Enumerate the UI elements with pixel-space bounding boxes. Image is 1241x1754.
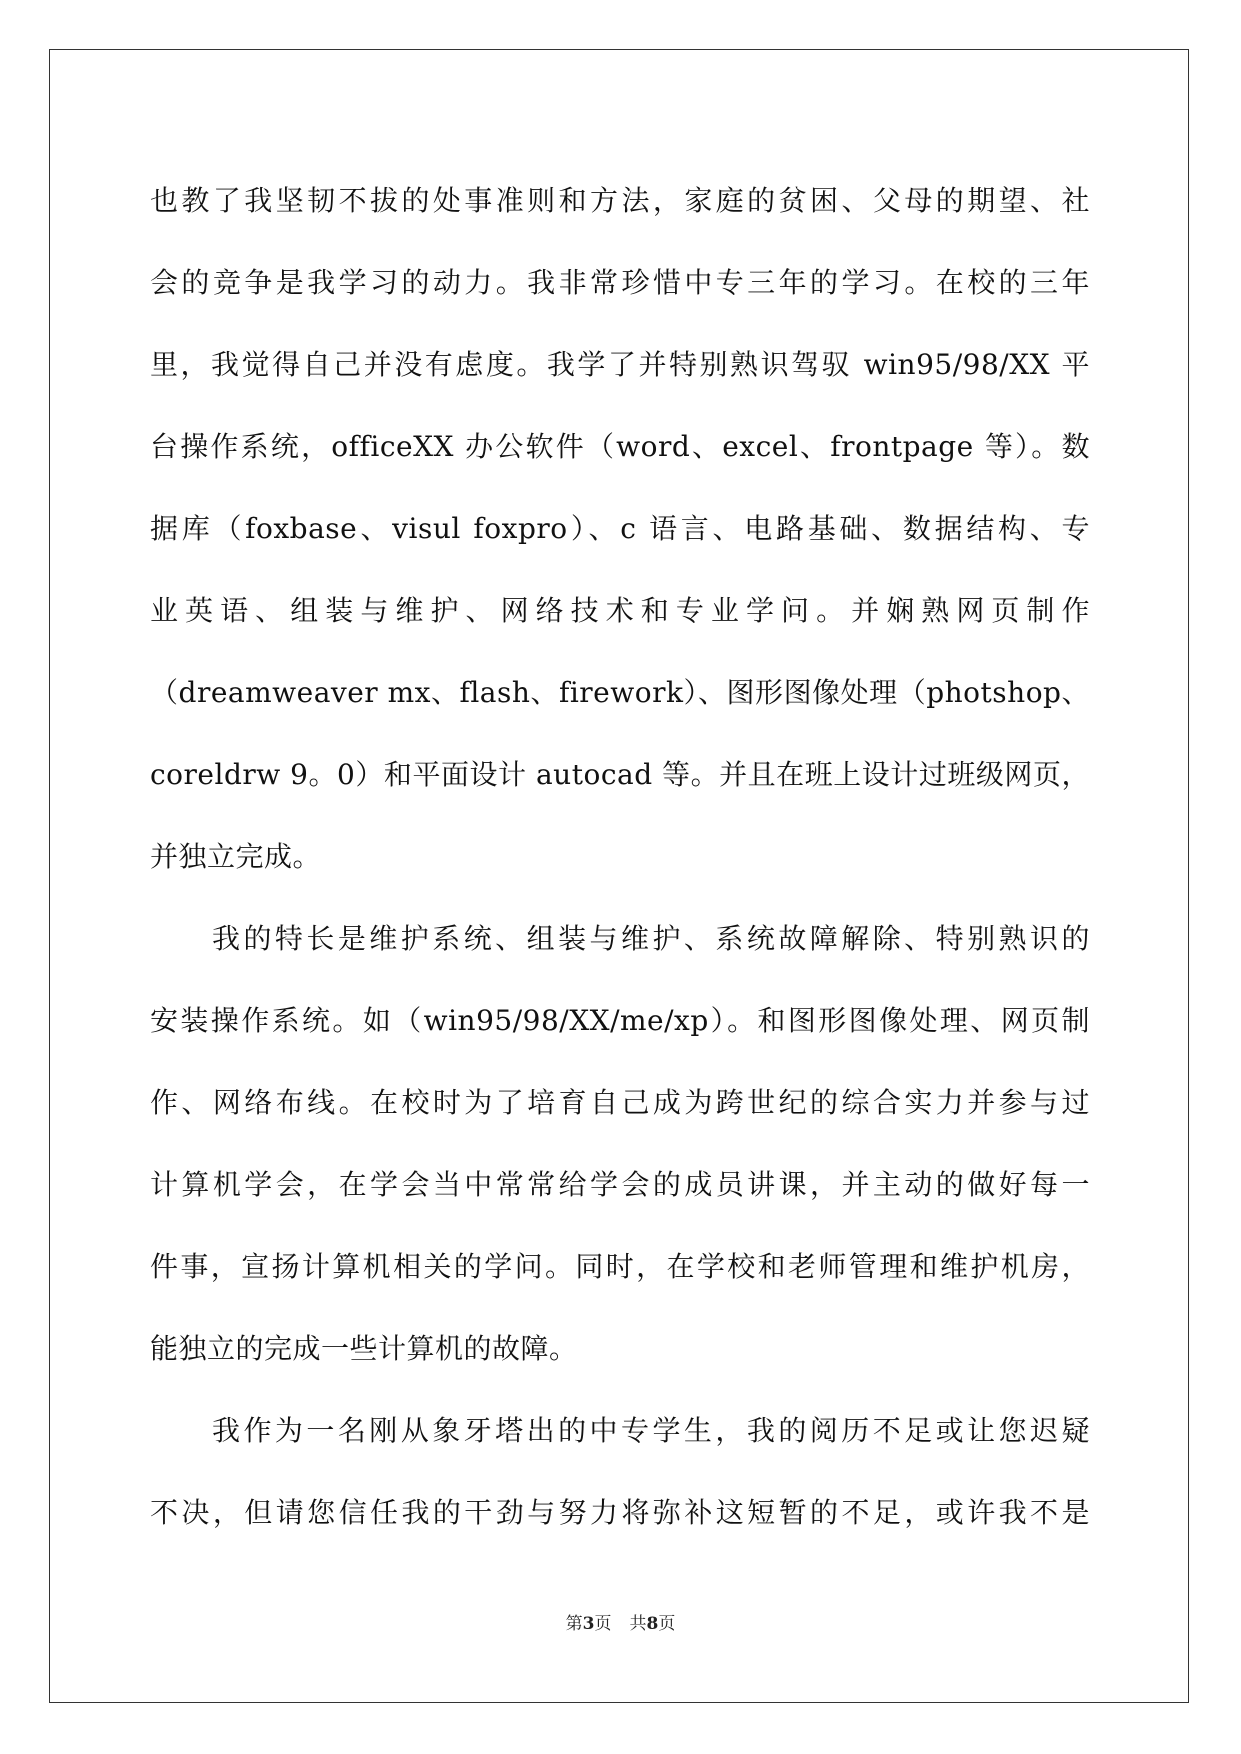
text-line: 台操作系统，officeXX 办公软件（word、excel、frontpage 等）。数 [150, 430, 1090, 463]
total-pages-prefix: 共 [629, 1614, 647, 1634]
text-line: 会的竞争是我学习的动力。我非常珍惜中专三年的学习。在校的三年 [150, 266, 1090, 299]
text-line: 也教了我坚韧不拔的处事准则和方法，家庭的贫困、父母的期望、社 [150, 184, 1090, 217]
page-number-suffix: 页 [594, 1614, 612, 1634]
text-line: 件事，宣扬计算机相关的学问。同时，在学校和老师管理和维护机房， [150, 1250, 1090, 1283]
text-line: 业英语、组装与维护、网络技术和专业学问。并娴熟网页制作 [150, 594, 1090, 627]
text-line: 计算机学会，在学会当中常常给学会的成员讲课，并主动的做好每一 [150, 1168, 1090, 1201]
paragraph-3 [150, 1390, 1090, 1554]
text-line: 不决，但请您信任我的干劲与努力将弥补这短暂的不足，或许我不是 [150, 1496, 1090, 1529]
text-line: 里，我觉得自己并没有虑度。我学了并特别熟识驾驭 win95/98/XX 平 [150, 348, 1090, 381]
text-line: 并独立完成。 [150, 840, 322, 873]
paragraph-2 [150, 898, 1090, 1390]
text-line: 我的特长是维护系统、组装与维护、系统故障解除、特别熟识的 [212, 922, 1090, 955]
current-page-number: 3 [582, 1614, 595, 1634]
total-pages-suffix: 页 [658, 1614, 676, 1634]
page-footer [0, 1612, 1241, 1636]
text-line: 安装操作系统。如（win95/98/XX/me/xp）。和图形图像处理、网页制 [150, 1004, 1090, 1037]
paragraph-1 [150, 160, 1090, 898]
text-line: 我作为一名刚从象牙塔出的中专学生，我的阅历不足或让您迟疑 [212, 1414, 1090, 1447]
text-line: coreldrw 9。0）和平面设计 autocad 等。并且在班上设计过班级网页， [150, 758, 1090, 791]
page-number-prefix: 第 [565, 1614, 583, 1634]
document-body [150, 160, 1090, 1554]
text-line: （dreamweaver mx、flash、firework）、图形图像处理（photshop、 [150, 676, 1090, 709]
text-line: 作、网络布线。在校时为了培育自己成为跨世纪的综合实力并参与过 [150, 1086, 1090, 1119]
text-line: 据库（foxbase、visul foxpro）、c 语言、电路基础、数据结构、专 [150, 512, 1090, 545]
text-line: 能独立的完成一些计算机的故障。 [150, 1332, 578, 1365]
total-page-count: 8 [646, 1614, 659, 1634]
